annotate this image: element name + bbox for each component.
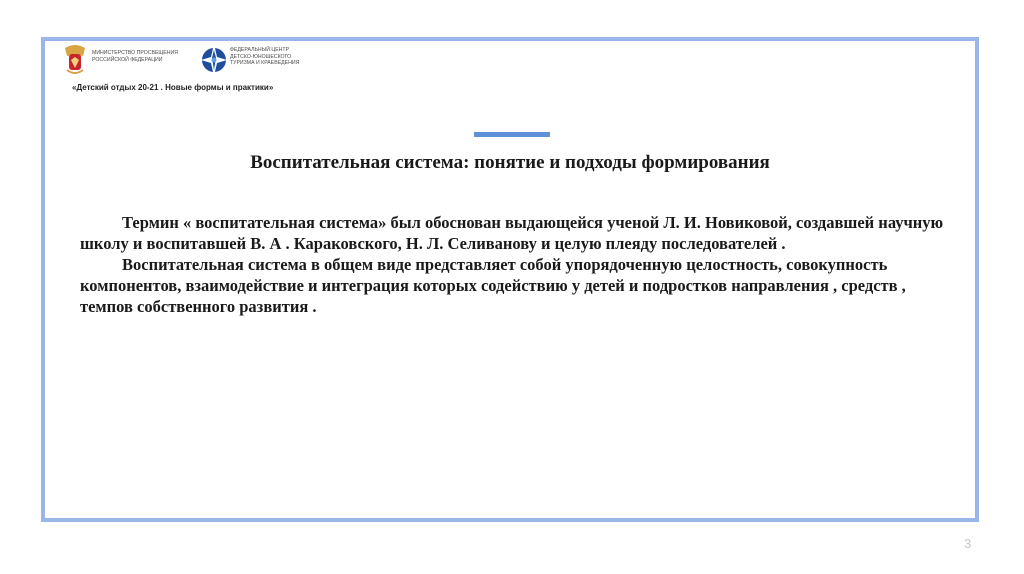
compass-star-icon [199,42,229,78]
russian-coat-of-arms-icon [62,42,88,78]
accent-bar [474,132,550,137]
paragraph-general-view: Воспитательная система в общем виде представляет собой упорядоченную целостность, совокупность компонентов, взаимодействие и интеграция которых содействию у детей и подростков направления , средств , темпов собственного развития . [80,255,906,316]
slide-body [80,212,960,317]
event-title: «Детский отдых 20-21 . Новые формы и практики» [72,83,274,92]
paragraph-definition: Термин « воспитательная система» был обоснован выдающейся ученой Л. И. Новиковой, создавшей научную школу и воспитавшей В. А . Караковского, Н. Л. Селиванову и целую плеяду последователей . [80,213,944,253]
page-number: 3 [964,536,972,551]
ministry-name: МИНИСТЕРСТВО ПРОСВЕЩЕНИЯ РОССИЙСКОЙ ФЕДЕРАЦИИ [92,50,178,63]
center-name: ФЕДЕРАЛЬНЫЙ ЦЕНТР ДЕТСКО-ЮНОШЕСКОГО ТУРИЗМА И КРАЕВЕДЕНИЯ [230,47,300,66]
header-logos [62,42,322,102]
slide-title: Воспитательная система: понятие и подходы формирования [250,152,770,173]
